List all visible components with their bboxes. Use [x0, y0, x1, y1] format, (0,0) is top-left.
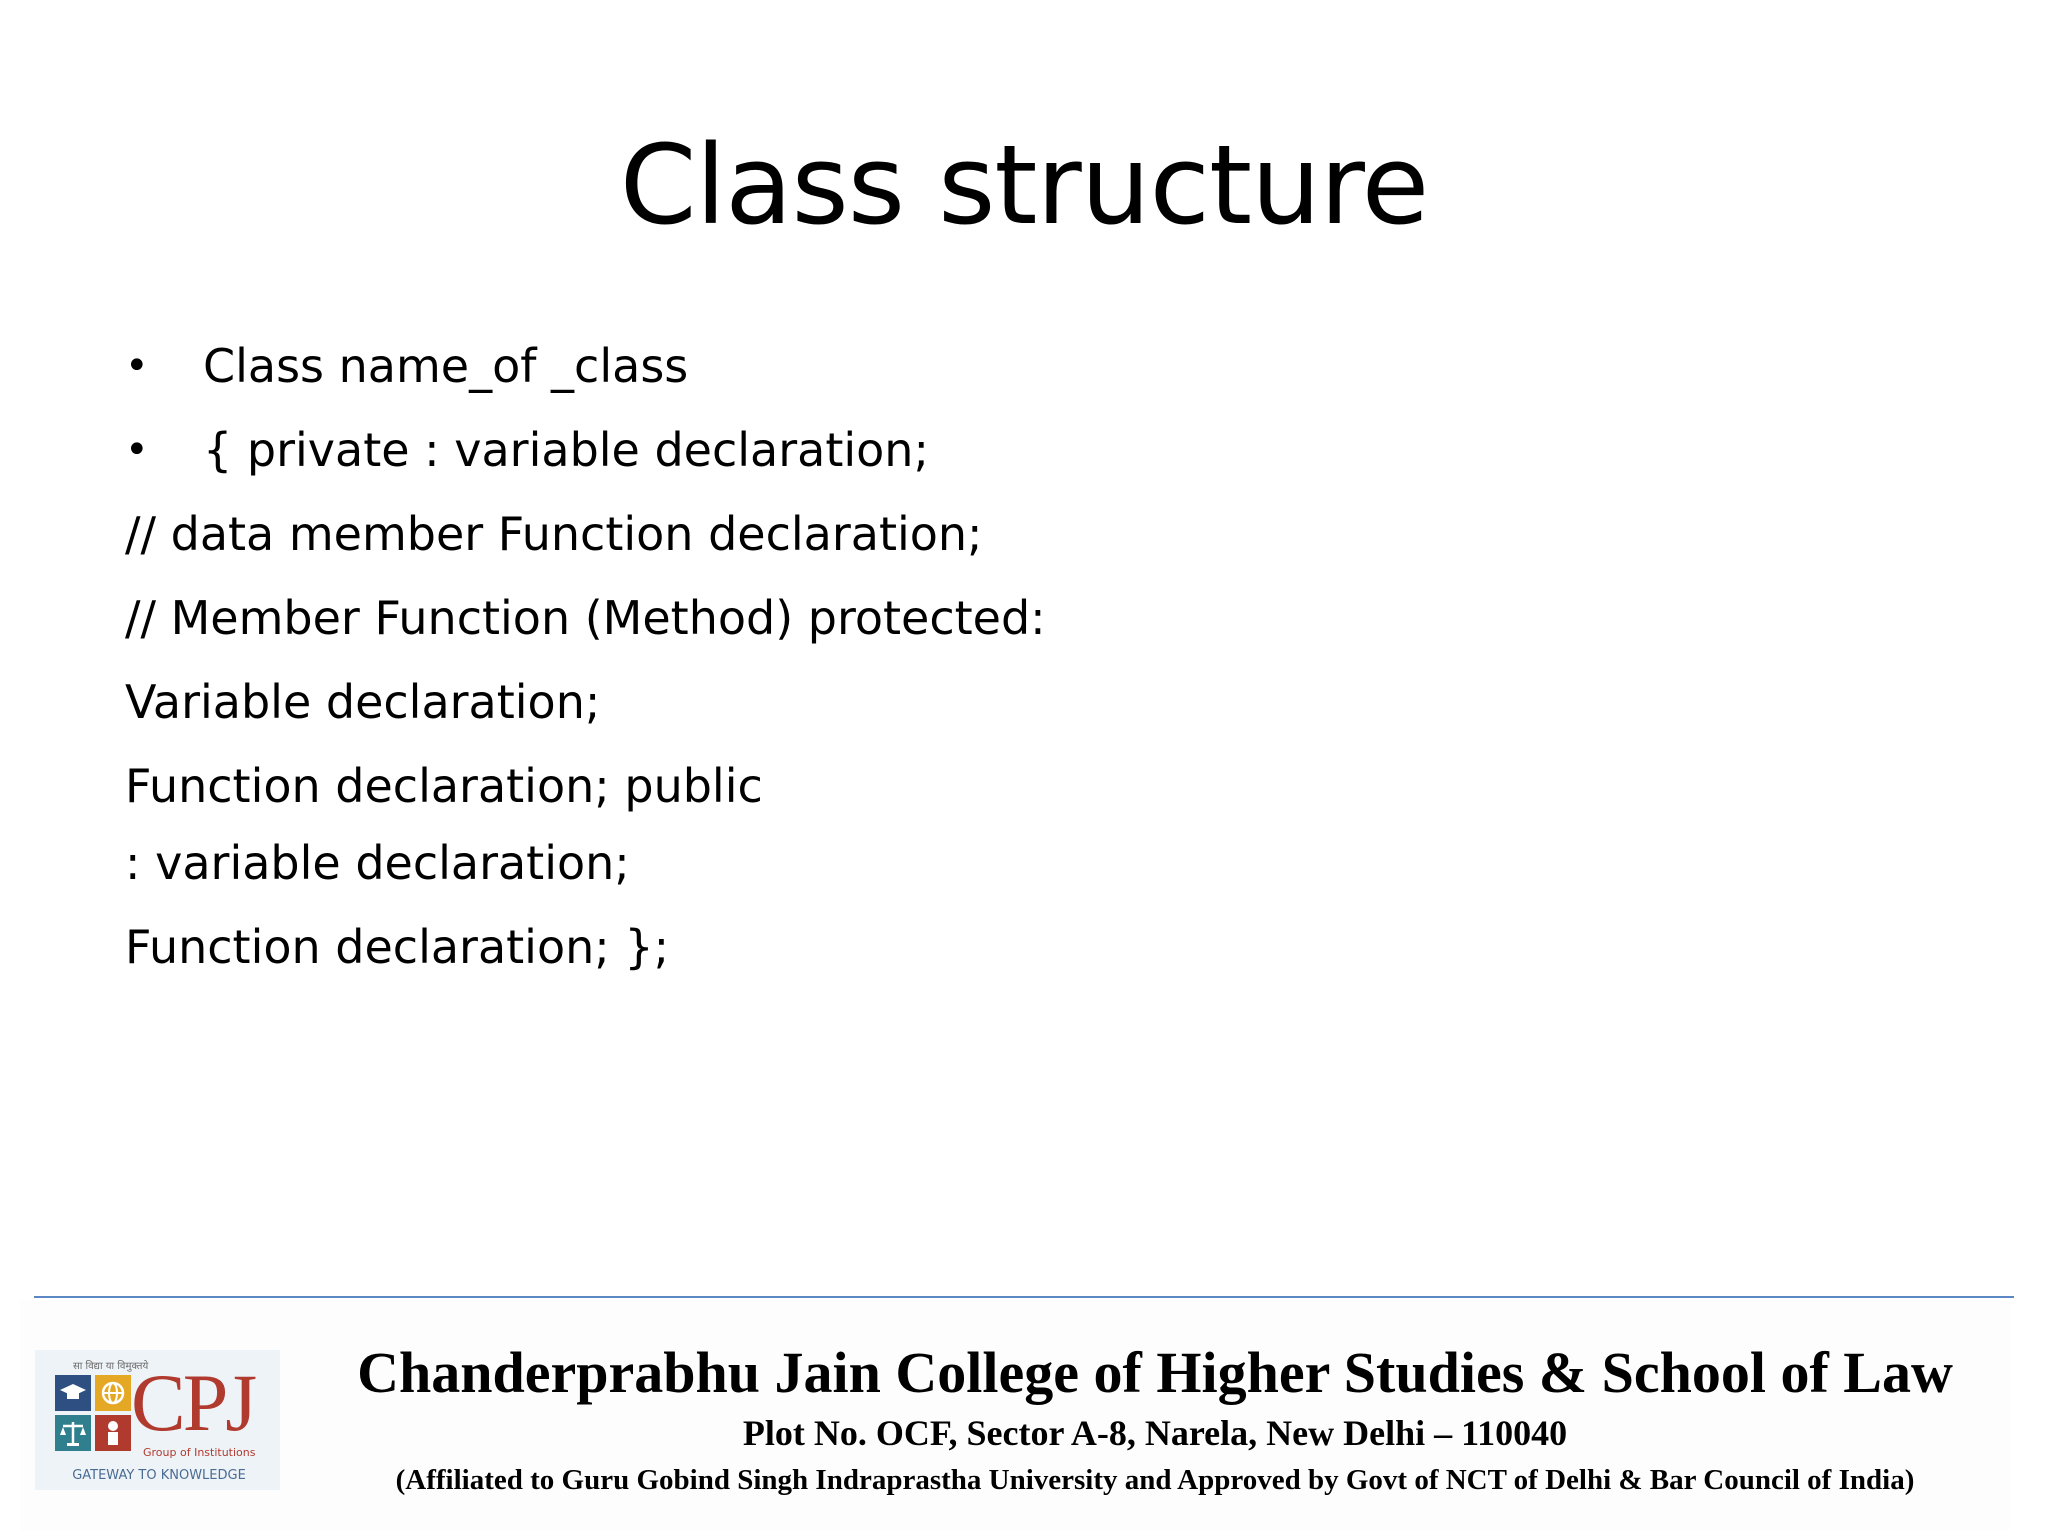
scales-of-justice-icon [55, 1415, 91, 1451]
logo-group-text: Group of Institutions [143, 1446, 256, 1459]
bullet-text: { private : variable declaration; [203, 423, 929, 477]
text-line: // data member Function declaration; [125, 507, 983, 561]
bullet-text: Class name_of _class [203, 339, 689, 393]
bullet-icon: • [125, 343, 149, 389]
graduation-cap-icon [55, 1375, 91, 1411]
globe-icon [95, 1375, 131, 1411]
logo-emblem [55, 1375, 131, 1451]
college-affiliation: (Affiliated to Guru Gobind Singh Indraprastha University and Approved by Govt of NCT of Delhi & Bar Council of India) [395, 1464, 1915, 1496]
text-line: Function declaration; }; [125, 920, 670, 974]
footer-divider [34, 1296, 2014, 1298]
text-line: // Member Function (Method) protected: [125, 591, 1046, 645]
logo-tagline: GATEWAY TO KNOWLEDGE [72, 1468, 246, 1483]
bullet-icon: • [125, 427, 149, 473]
text-line: Variable declaration; [125, 675, 601, 729]
slide-title: Class structure [619, 121, 1429, 249]
person-icon [95, 1415, 131, 1451]
logo-motto: सा विद्या या विमुक्तये [73, 1361, 149, 1372]
footer [20, 1300, 2010, 1530]
college-address: Plot No. OCF, Sector A-8, Narela, New Delhi – 110040 [742, 1413, 1568, 1453]
logo-initials: CPJ [131, 1357, 255, 1448]
college-logo [35, 1350, 280, 1490]
college-name: Chanderprabhu Jain College of Higher Studies & School of Law [357, 1340, 1953, 1405]
text-line: : variable declaration; [125, 836, 630, 890]
text-line: Function declaration; public [125, 759, 763, 813]
